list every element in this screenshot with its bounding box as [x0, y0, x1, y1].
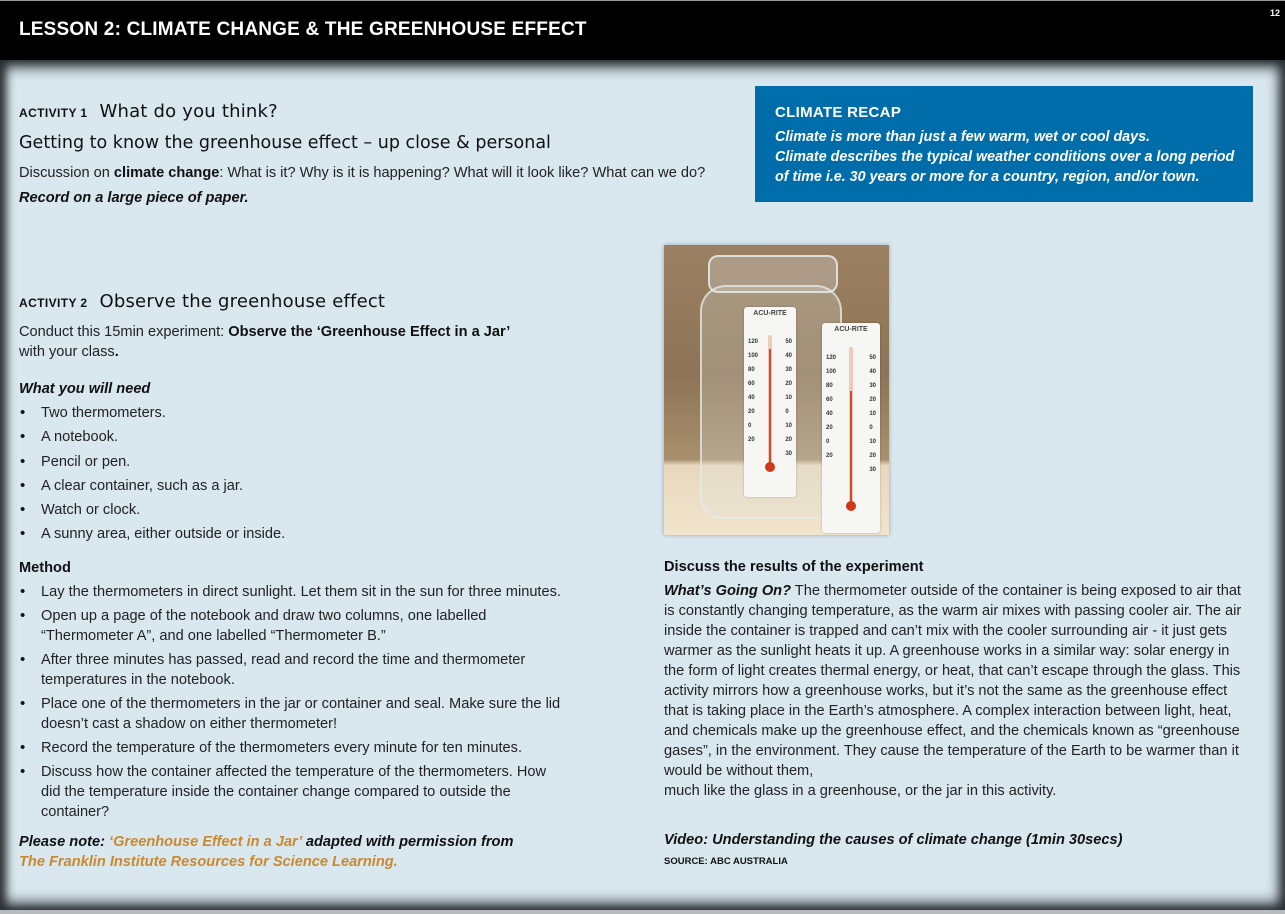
method-heading: Method	[19, 560, 71, 576]
page-bottom-border	[0, 910, 1285, 914]
thermometer-brand: ACU-RITE	[834, 326, 868, 333]
climate-recap-text	[775, 127, 1245, 187]
discussion-prefix: Discussion on	[19, 165, 114, 181]
list-item: • Lay the thermometers in direct sunlight. Let them sit in the sun for three minutes.	[19, 582, 621, 602]
thermometer-mercury	[769, 349, 771, 465]
climate-recap-title: CLIMATE RECAP	[775, 104, 902, 121]
list-item: • After three minutes has passed, read and record the time and thermometer temperatures in the notebook.	[19, 650, 561, 690]
discussion-questions: : What is it? Why is it is happening? What will it look like? What can we do?	[219, 165, 706, 181]
fahrenheit-scale: 120 100 80 60 40 20 0 20	[826, 355, 837, 459]
video-reference	[664, 831, 1123, 849]
activity-1-title-row	[19, 101, 278, 122]
experiment-name: Observe the ‘Greenhouse Effect in a Jar’	[228, 324, 511, 340]
list-item: • Two thermometers.	[19, 403, 579, 423]
list-item: • Discuss how the container affected the temperature of the thermometers. How did the temperature inside the container change compared to outside the container?	[19, 762, 551, 822]
experiment-link[interactable]: ‘Greenhouse Effect in a Jar’	[109, 834, 302, 850]
list-item: • Pencil or pen.	[19, 452, 579, 472]
thermometer-mercury	[850, 391, 852, 503]
results-conclusion: much like the glass in a greenhouse, or the jar in this activity.	[664, 783, 1057, 799]
video-source: SOURCE: ABC AUSTRALIA	[664, 856, 788, 867]
thermometer-bulb	[846, 501, 856, 511]
activity-1-subheading: Getting to know the greenhouse effect – up close & personal	[19, 133, 551, 153]
results-explanation: The thermometer outside of the container is being exposed to air that is constantly changing temperature, as the warm air mixes with passing cooler air. The air inside the container is trapped and can’t mix with the cooler surrounding air - it just gets warmer as the sunlight heats it up. A greenhouse works in a similar way: solar energy in the form of light creates thermal energy, or heat, that can’t escape through the glass. This activity mirrors how a greenhouse works, but it’s not the same as the greenhouse effect that is taking place in the Earth’s atmosphere. A complex interaction between light, heat, and chemicals make up the greenhouse effect, and the chemicals known as “greenhouse gases”, in the environment. They cause the temperature of the Earth to be warmer than it would be without them,	[664, 583, 1242, 779]
thermometer-bulb	[765, 462, 775, 472]
activity-1-label: ACTIVITY 1	[19, 106, 88, 120]
climate-recap-box	[755, 86, 1253, 202]
thermometer-brand: ACU-RITE	[753, 310, 787, 317]
intro-suffix: with your class	[19, 344, 115, 360]
intro-prefix: Conduct this 15min experiment:	[19, 324, 229, 340]
record-note: Record on a large piece of paper.	[19, 190, 249, 206]
activity-2-label: ACTIVITY 2	[19, 296, 88, 310]
list-item: • A clear container, such as a jar.	[19, 476, 579, 496]
activity-2-heading: Observe the greenhouse effect	[99, 291, 386, 312]
activity-1-discussion	[19, 163, 759, 183]
needs-heading: What you will need	[19, 381, 151, 397]
jar-experiment-photo	[664, 245, 889, 535]
video-label: Video:	[664, 832, 713, 848]
climate-recap-line-2: Climate describes the typical weather conditions over a long period of time i.e. 30 years or more for a country, region, and/or town.	[775, 149, 1235, 185]
list-item: • A notebook.	[19, 427, 579, 447]
note-middle: adapted with permission from	[301, 834, 514, 850]
results-heading: Discuss the results of the experiment	[664, 559, 924, 575]
permission-note	[19, 832, 619, 872]
celsius-scale: 50 40 30 20 10 0 10 20 30	[785, 339, 792, 457]
list-item: • A sunny area, either outside or inside.	[19, 524, 579, 544]
thermometer-outside-jar	[822, 323, 880, 533]
activity-1-heading: What do you think?	[99, 101, 278, 122]
video-link[interactable]: Understanding the causes of climate change (1min 30secs)	[712, 832, 1123, 848]
list-item: • Place one of the thermometers in the jar or container and seal. Make sure the lid doesn’t cast a shadow on either thermometer!	[19, 694, 581, 734]
celsius-scale: 50 40 30 20 10 0 10 20 30	[869, 355, 876, 473]
method-list	[19, 582, 579, 826]
activity-2-intro	[19, 322, 579, 362]
activity-2-title-row	[19, 291, 385, 312]
fahrenheit-scale: 120 100 80 60 40 20 0 20	[748, 339, 759, 443]
results-body	[664, 581, 1249, 801]
needs-list	[19, 403, 579, 549]
thermometer-inside-jar	[744, 307, 796, 497]
lesson-title: LESSON 2: CLIMATE CHANGE & THE GREENHOUSE EFFECT	[19, 19, 587, 40]
results-lead: What’s Going On?	[664, 583, 792, 599]
list-item: • Watch or clock.	[19, 500, 579, 520]
page-number: 12	[1269, 8, 1280, 18]
lesson-header	[0, 0, 1285, 61]
note-prefix: Please note:	[19, 834, 110, 850]
intro-period: .	[114, 344, 119, 360]
climate-recap-line-1: Climate is more than just a few warm, wet or cool days.	[775, 129, 1151, 145]
list-item: • Record the temperature of the thermometers every minute for ten minutes.	[19, 738, 601, 758]
franklin-institute-link[interactable]: The Franklin Institute Resources for Science Learning.	[19, 854, 398, 870]
discussion-topic: climate change	[113, 165, 220, 181]
list-item: • Open up a page of the notebook and draw two columns, one labelled “Thermometer A”, and one labelled “Thermometer B.”	[19, 606, 521, 646]
